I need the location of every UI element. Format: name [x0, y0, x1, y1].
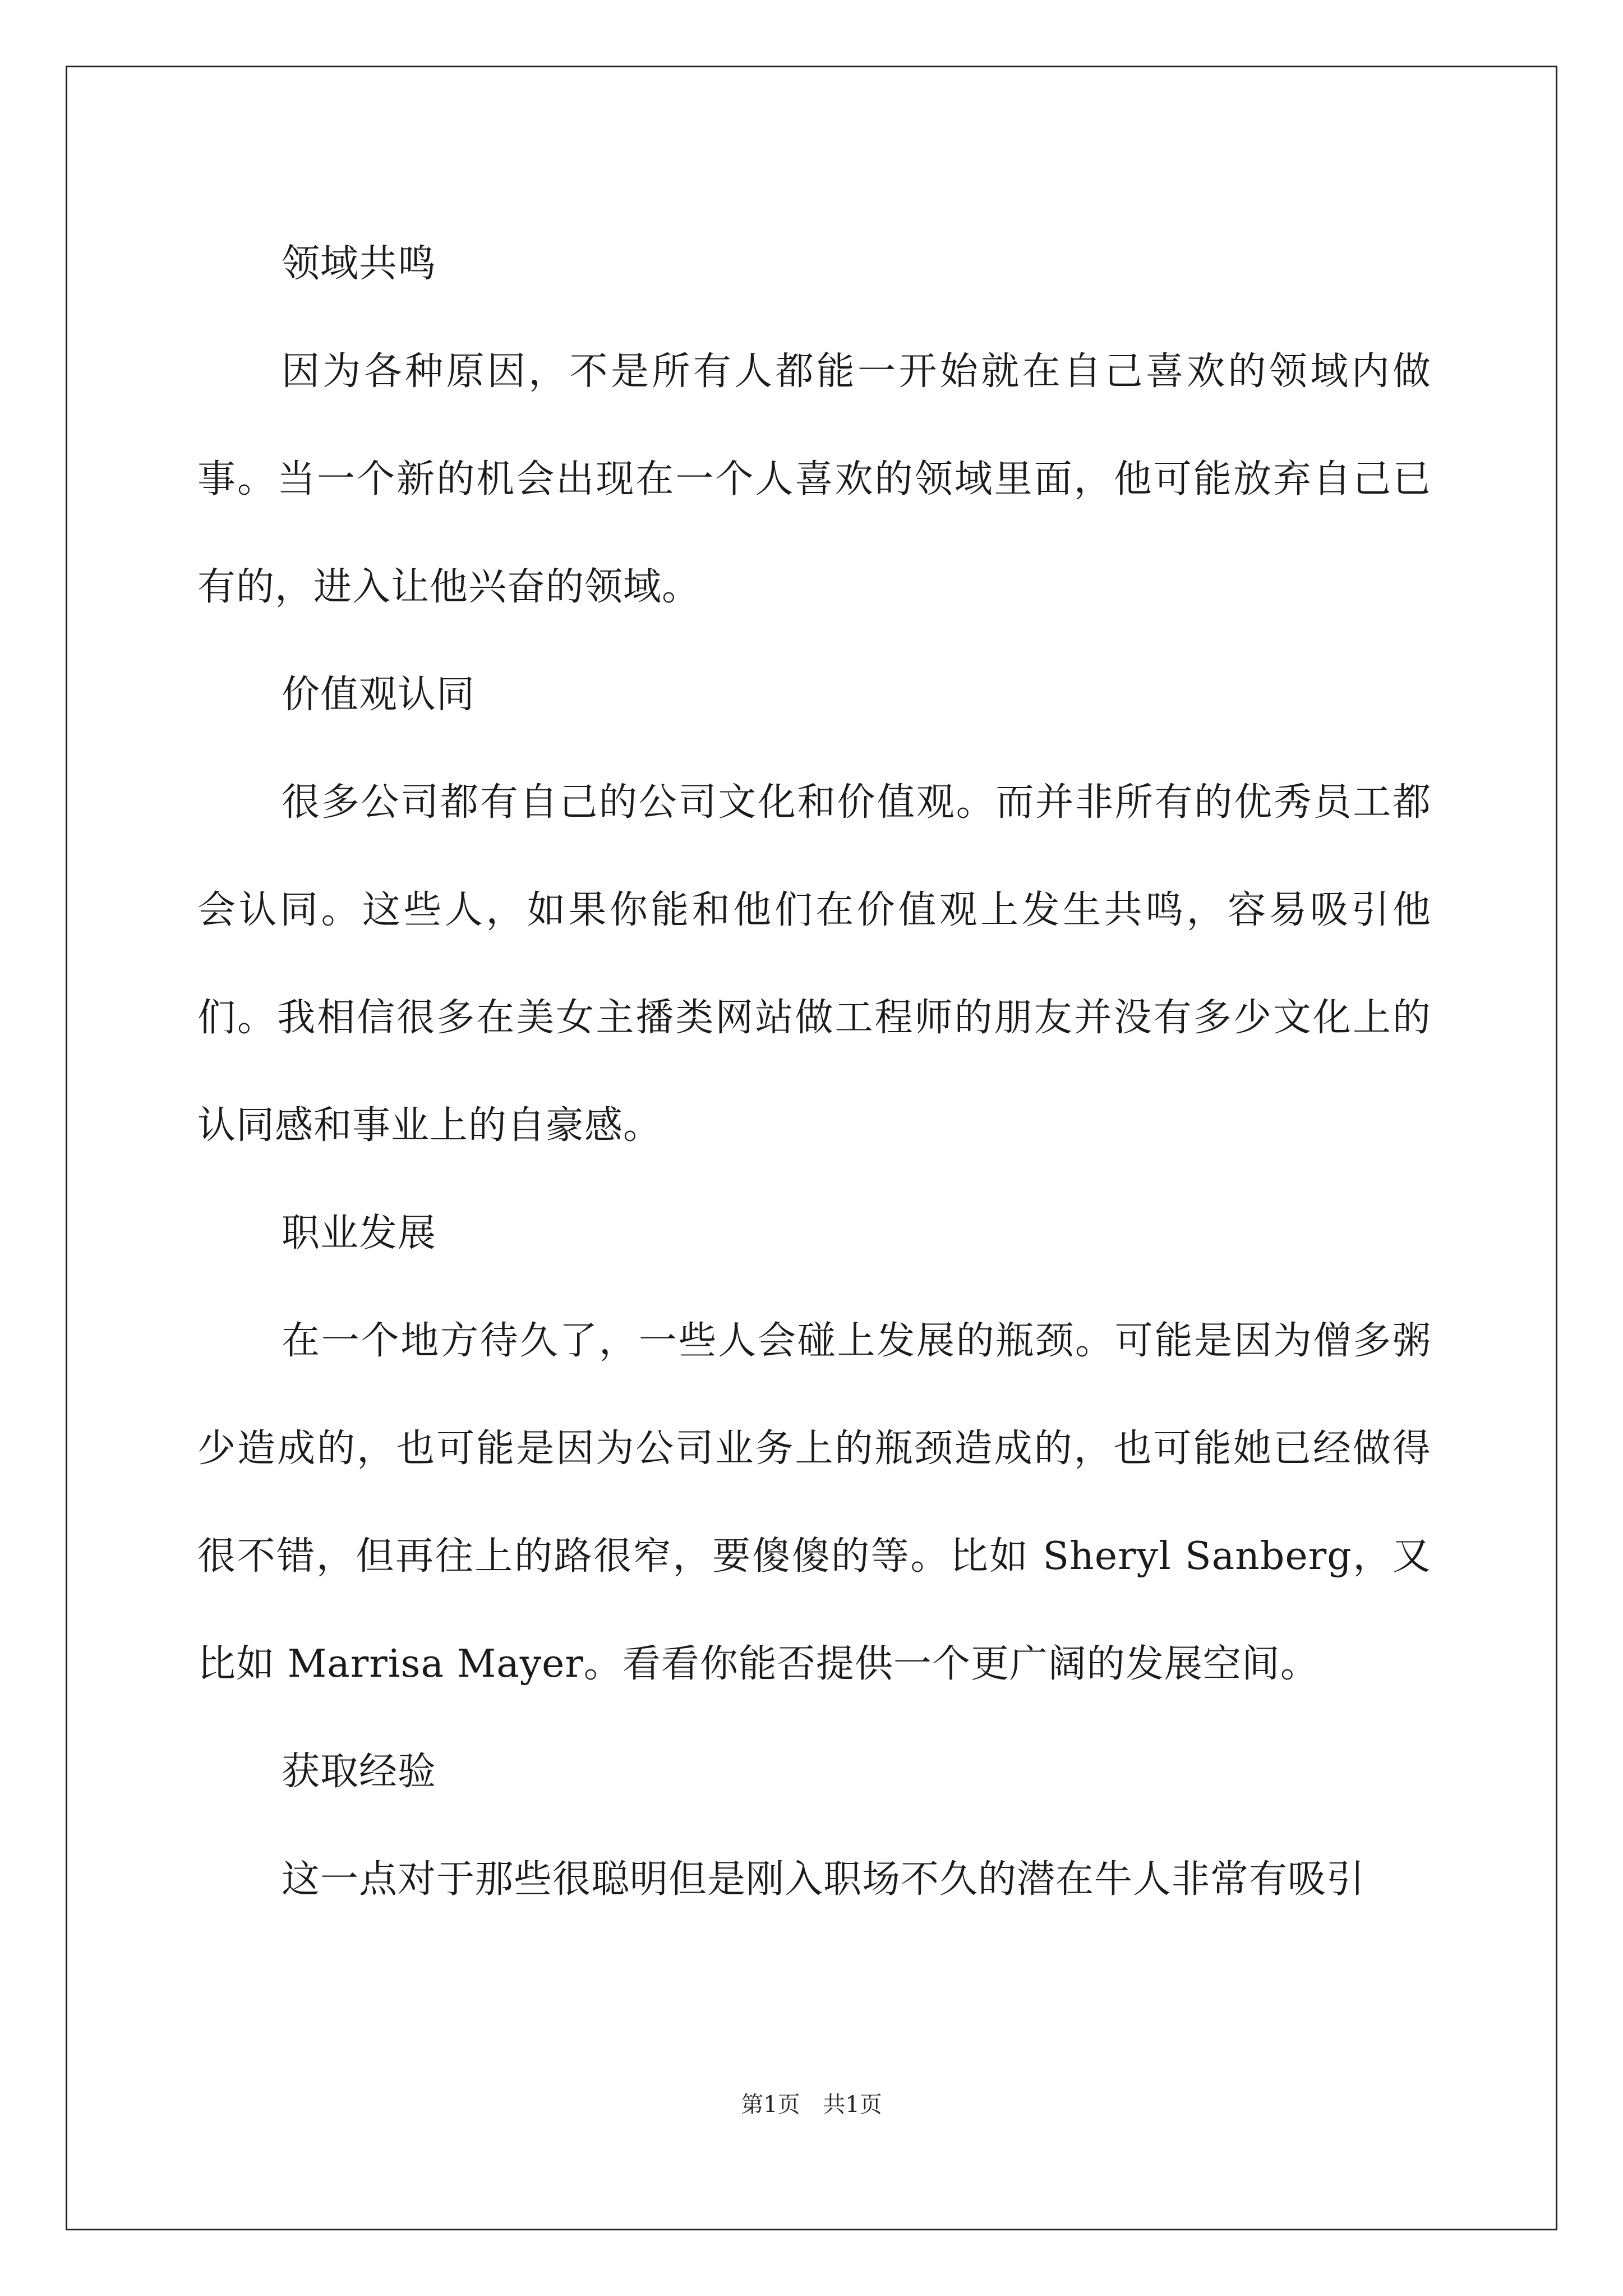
section-heading-values: 价值观认同 — [282, 673, 476, 717]
page-total: 共1页 — [823, 2092, 882, 2118]
page-number: 第1页 — [741, 2092, 800, 2118]
document-body — [197, 210, 1431, 1934]
section-heading-career: 职业发展 — [282, 1211, 437, 1255]
section-heading-experience: 获取经验 — [282, 1750, 437, 1794]
page-footer — [0, 2087, 1623, 2119]
paragraph-career: 在一个地方待久了，一些人会碰上发展的瓶颈。可能是因为僧多粥少造成的，也可能是因为公司业务上的瓶颈造成的，也可能她已经做得很不错，但再往上的路很窄，要傻傻的等。比如 Sheryl Sanberg，又比如 Marrisa Mayer。看看你能否提供一个更广阔的发展空间。 — [197, 1319, 1431, 1686]
paragraph-values: 很多公司都有自己的公司文化和价值观。而并非所有的优秀员工都会认同。这些人，如果你能和他们在价值观上发生共鸣，容易吸引他们。我相信很多在美女主播类网站做工程师的朋友并没有多少文化上的认同感和事业上的自豪感。 — [197, 780, 1431, 1148]
section-heading-resonance: 领域共鸣 — [282, 242, 437, 286]
paragraph-resonance: 因为各种原因，不是所有人都能一开始就在自己喜欢的领域内做事。当一个新的机会出现在一个人喜欢的领域里面，他可能放弃自己已有的，进入让他兴奋的领域。 — [197, 349, 1431, 609]
paragraph-experience: 这一点对于那些很聪明但是刚入职场不久的潜在牛人非常有吸引 — [282, 1857, 1366, 1902]
